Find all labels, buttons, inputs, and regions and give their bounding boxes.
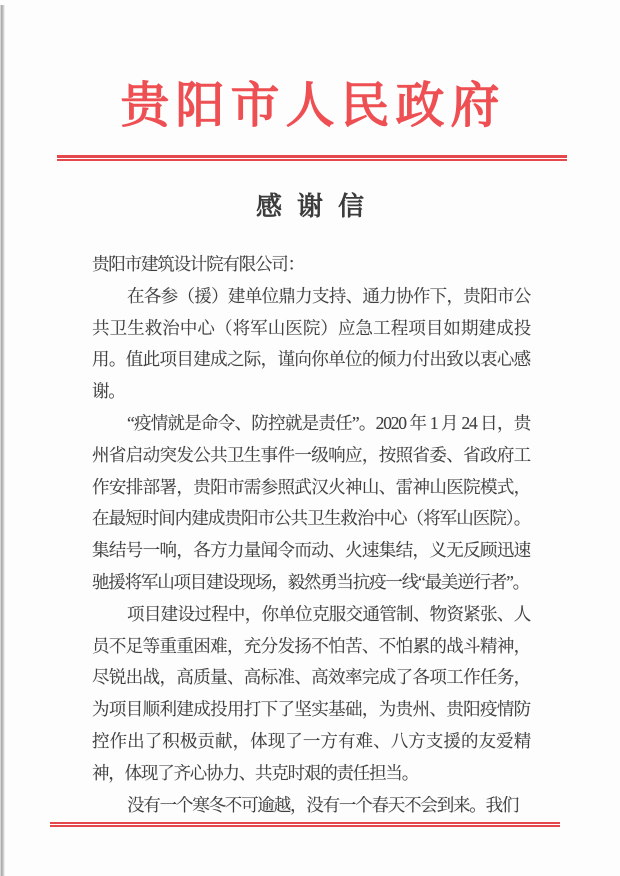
footer-rule-thick: [50, 825, 560, 828]
paragraph: 没有一个寒冬不可逾越，没有一个春天不会到来。我们: [127, 794, 519, 815]
letterhead-rule-thin: [57, 159, 567, 160]
page-left-edge: [0, 5, 5, 876]
paragraph: “疫情就是命令、防控就是责任”。2020 年 1 月 24 日，贵州省启动突发公共卫生事件一级响应，按照省委、省政府工作安排部署，贵阳市需参照武汉火神山、雷神山医院模式，在最短时间内建成贵阳市公共卫生救治中心（将军山医院）。集结号一响，各方力量闻令而动、火速集结，义无反顾迅速驰援将军山项目建设现场，毅然勇当抗疫一线“最美逆行者”。: [92, 412, 530, 592]
salutation: 贵阳市建筑设计院有限公司：: [92, 254, 304, 274]
letter-title: 感谢信: [255, 192, 379, 221]
paragraph: 项目建设过程中，你单位克服交通管制、物资紧张、人员不足等重重困难，充分发扬不怕苦、不怕累的战斗精神，尽锐出战，高质量、高标准、高效率完成了各项工作任务，为项目顺利建成投用打下了坚实基础，为贵州、贵阳疫情防控作出了积极贡献，体现了一方有难、八方支援的友爱精神，体现了齐心协力、共克时艰的责任担当。: [92, 603, 530, 783]
letterhead-rule-thick: [57, 155, 567, 158]
letter-body: [92, 249, 530, 821]
paragraph: 在各参（援）建单位鼎力支持、通力协作下，贵阳市公共卫生救治中心（将军山医院）应急工程项目如期建成投用。值此项目建成之际，谨向你单位的倾力付出致以衷心感谢。: [92, 285, 530, 402]
letterhead-org-name: 贵阳市人民政府: [120, 78, 506, 133]
footer-rule-thin: [50, 822, 560, 823]
